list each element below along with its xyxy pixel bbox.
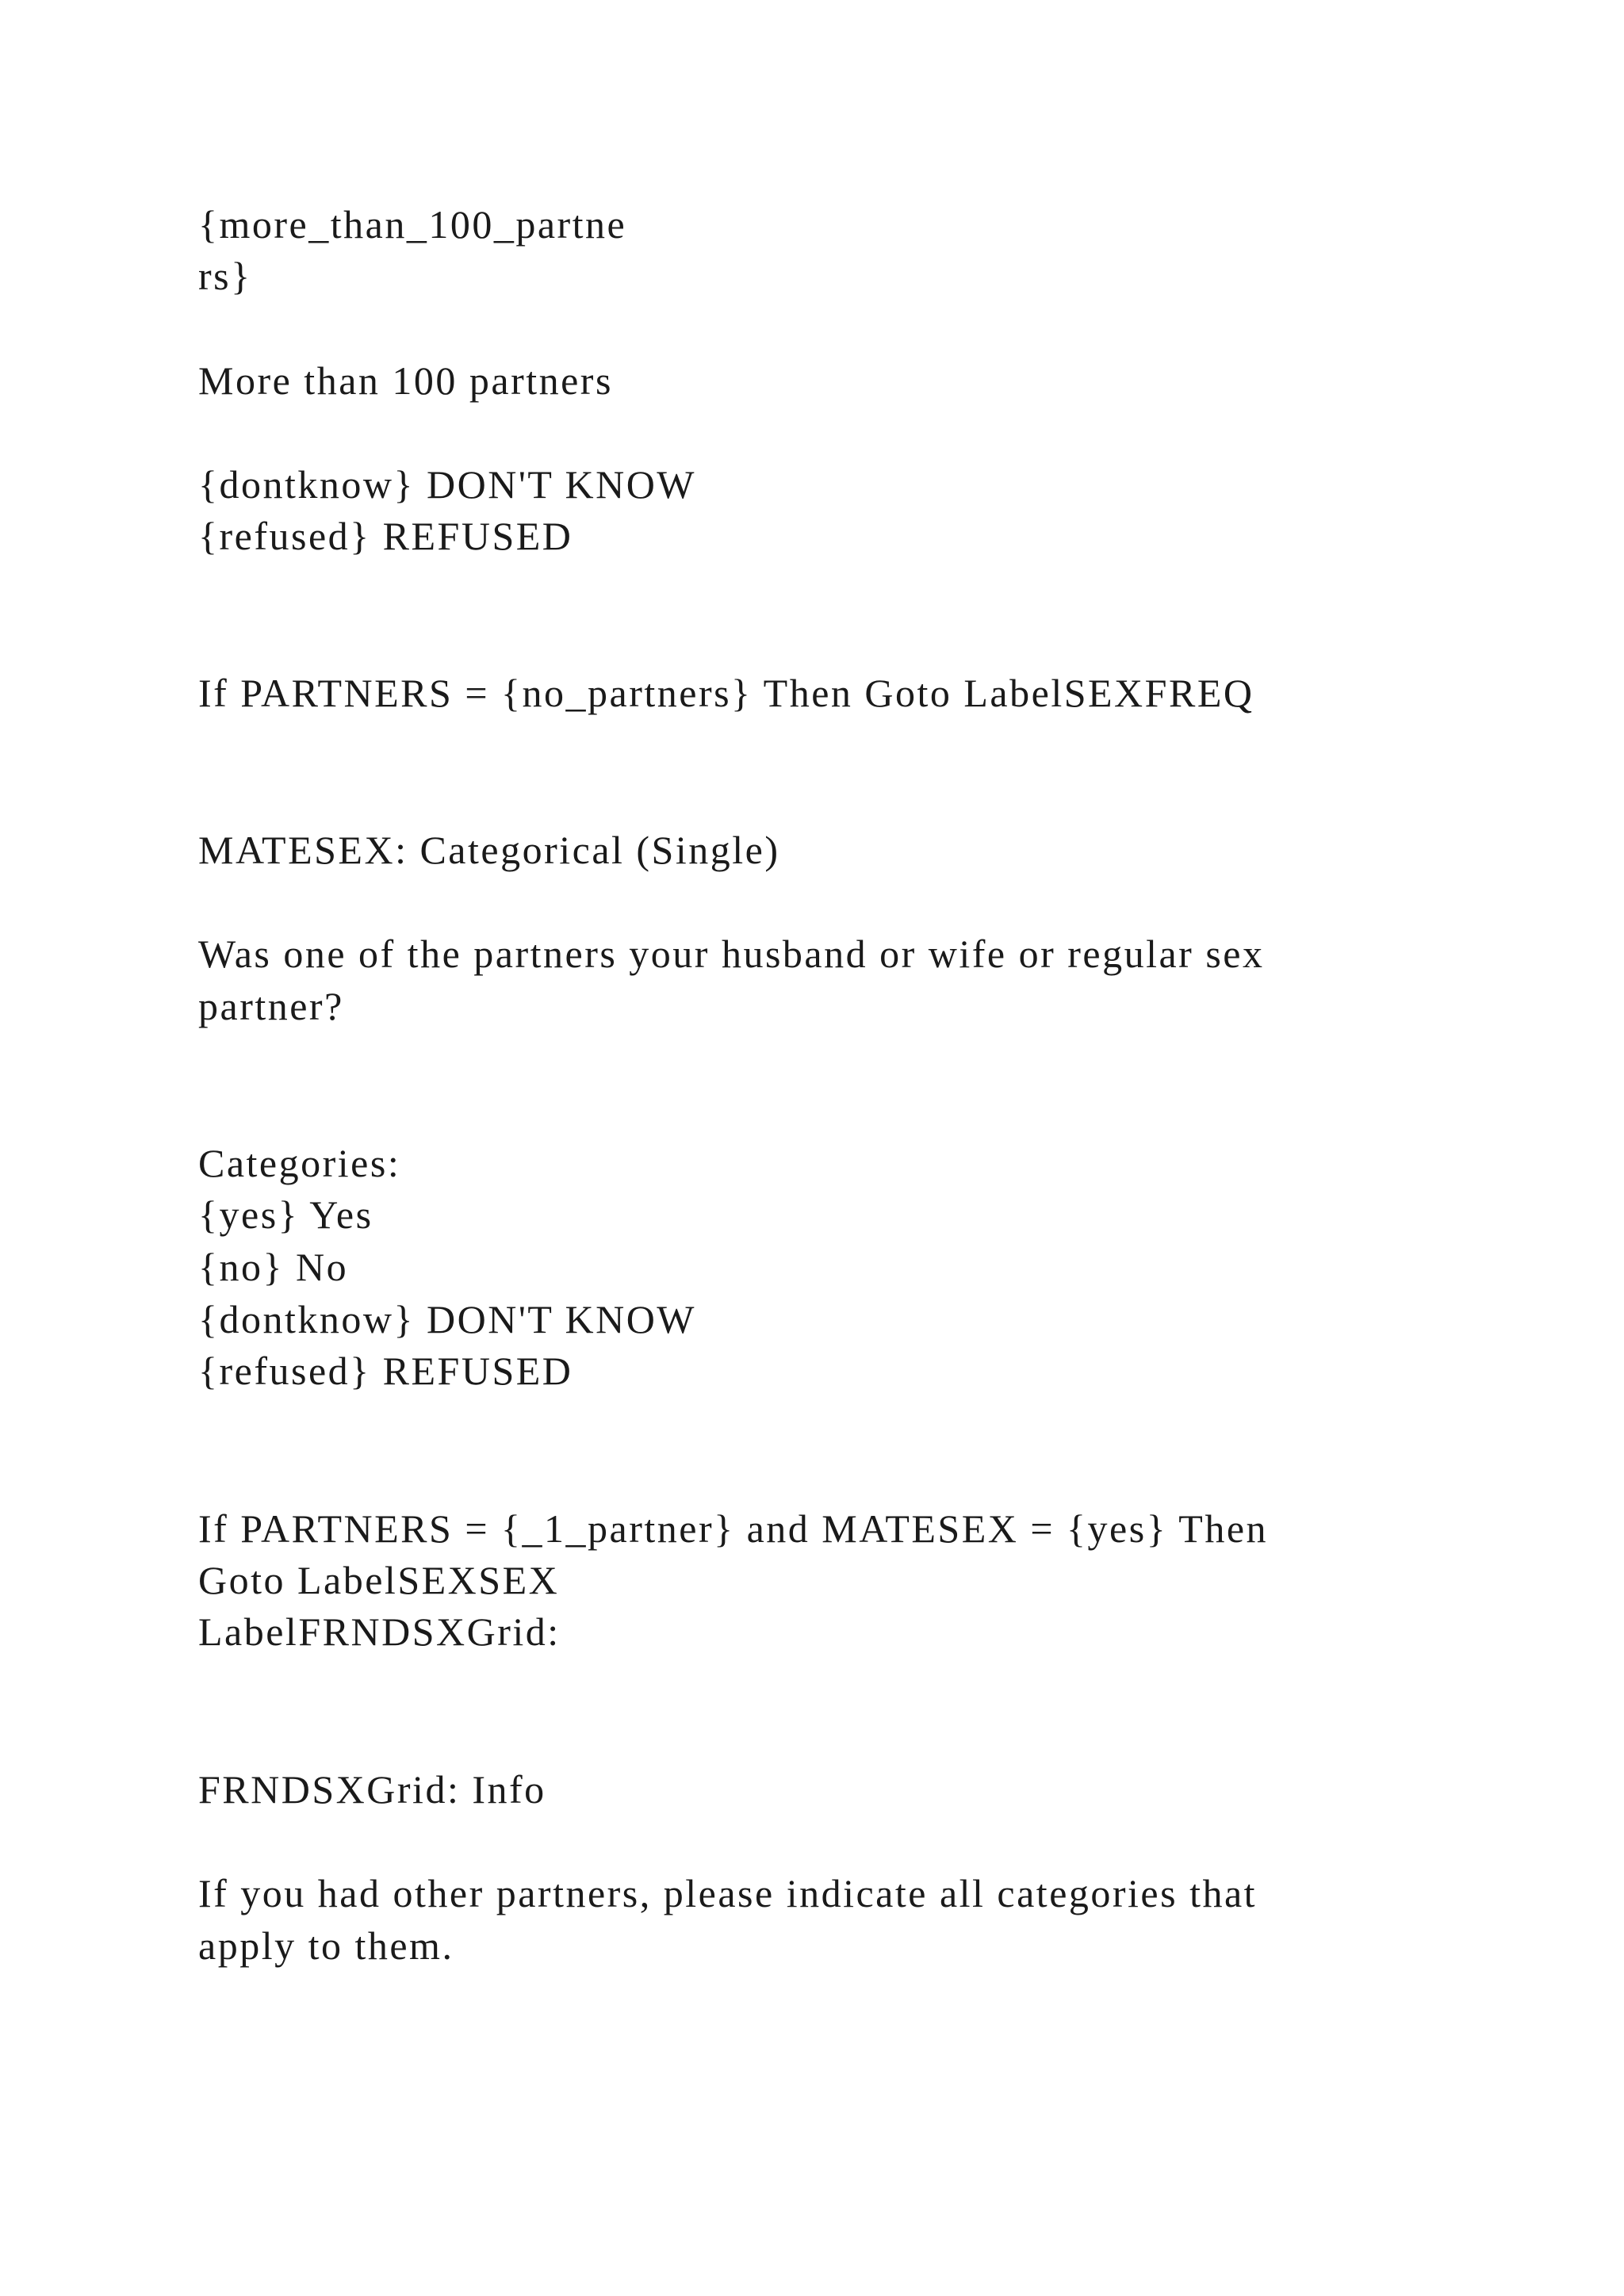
matesex-option-yes: {yes} Yes <box>198 1192 373 1237</box>
frndsxgrid-text-line-2: apply to them. <box>198 1923 454 1968</box>
frndsxgrid-text-line-1: If you had other partners, please indicate all categories that <box>198 1871 1258 1915</box>
matesex-option-dontknow: {dontknow} DON'T KNOW <box>198 1297 696 1341</box>
option-refused: {refused} REFUSED <box>198 514 573 558</box>
matesex-question-line-1: Was one of the partners your husband or wife or regular sex <box>198 932 1265 976</box>
skip-instruction-partners: If PARTNERS = {no_partners} Then Goto LabelSEXFREQ <box>198 671 1254 715</box>
matesex-option-refused: {refused} REFUSED <box>198 1349 573 1393</box>
frndsxgrid-label: LabelFRNDSXGrid: <box>198 1609 561 1654</box>
category-code-line-1: {more_than_100_partne <box>198 202 627 247</box>
matesex-question-line-2: partner? <box>198 984 344 1028</box>
categories-title: Categories: <box>198 1141 401 1185</box>
option-dontknow: {dontknow} DON'T KNOW <box>198 462 696 507</box>
frndsxgrid-header: FRNDSXGrid: Info <box>198 1767 546 1812</box>
matesex-header: MATESEX: Categorical (Single) <box>198 828 780 872</box>
matesex-option-no: {no} No <box>198 1245 349 1289</box>
skip-instruction-matesex-line-1: If PARTNERS = {_1_partner} and MATESEX = {yes} Then <box>198 1506 1269 1551</box>
category-label: More than 100 partners <box>198 358 613 403</box>
skip-instruction-matesex-line-2: Goto LabelSEXSEX <box>198 1558 560 1602</box>
category-code-line-2: rs} <box>198 254 252 298</box>
